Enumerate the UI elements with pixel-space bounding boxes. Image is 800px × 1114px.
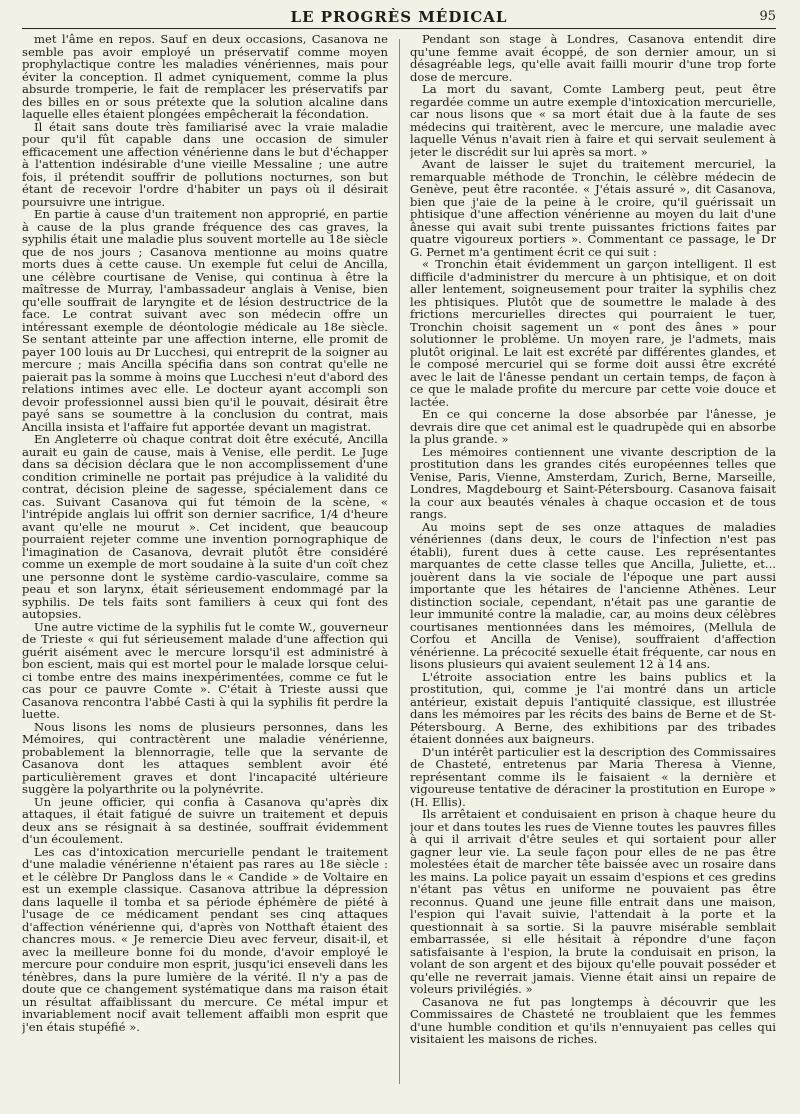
text-columns	[22, 33, 776, 1103]
column-divider	[399, 39, 400, 1084]
paragraph: « Tronchin était évidemment un garçon intelligent. Il est difficile d'administrer du mercure à un phtisique, et on doit aller lentement, soigneusement pour traiter la syphilis chez les phtisiques. Plutôt que de soumettre le malade à des frictions mercurielles directes qui pourraient le tuer, Tronchin choisit sagement un « pont des ânes » pour solutionner le problème. Un moyen rare, je l'admets, mais plutôt original. Le lait est excrété par différentes glandes, et le composé mercuriel qui se forme doit aussi être excrété avec le lait de l'ânesse pendant un certain temps, de façon à ce que le malade profite du mercure par cette voie douce et lactée.	[410, 257, 776, 409]
paragraph: Avant de laisser le sujet du traitement mercuriel, la remarquable méthode de Tronchin, le célèbre médecin de Genève, peut être racontée. « J'étais assuré », dit Casanova, bien que j'aie de la peine à le croire, qu'il guérissait un phtisique d'une affection vénérienne au moyen du lait d'une ânesse qui avait subi trente puissantes frictions faites par quatre vigoureux portiers ». Commentant ce passage, le Dr G. Pernet m'a gentiment écrit ce qui suit :	[410, 157, 776, 259]
paragraph: Nous lisons les noms de plusieurs personnes, dans les Mémoires, qui contractèrent une maladie vénérienne, probablement la blennorragie, telle que la servante de Casanova dont les attaques semblent avoir été particulièrement graves et dont l'incapacité ultérieure suggère la polyarthrite ou la polynévrite.	[22, 719, 388, 796]
paragraph: Au moins sept de ses onze attaques de maladies vénériennes (dans deux, le cours de l'infection n'est pas établi), furent dues à cette cause. Les représentantes marquantes de cette classe telles que Ancilla, Juliette, et... jouèrent dans la vie sociale de l'époque une part aussi importante que les hétaires de l'ancienne Athènes. Leur distinction sociale, cependant, n'était pas une garantie de leur immunité contre la maladie, car, au moins deux célèbres courtisanes mentionnées dans les mémoires, (Mellula de Corfou et Ancilla de Venise), souffraient d'affection vénérienne. La précocité sexuelle était fréquente, car nous en lisons plusieurs qui avaient seulement 12 à 14 ans.	[410, 519, 776, 671]
journal-title: LE PROGRÈS MÉDICAL	[290, 8, 508, 26]
paragraph: Un jeune officier, qui confia à Casanova qu'après dix attaques, il était fatigué de suivre un traitement et depuis deux ans se résignait à sa destinée, souffrait évidemment d'un écoulement.	[22, 794, 388, 846]
paragraph: Une autre victime de la syphilis fut le comte W., gouverneur de Trieste « qui fut sérieusement malade d'une affection qui guérit aisément avec le mercure lorsqu'il est administré à bon escient, mais qui est mortel pour le malade lorsque celui-ci tombe entre des mains inexpérimentées, comme ce fut le cas pour ce pauvre Comte ». C'était à Trieste aussi que Casanova rencontra l'abbé Casti à qui la syphilis fit perdre la luette.	[22, 619, 388, 721]
paragraph: Il était sans doute très familiarisé avec la vraie maladie pour qu'il fût capable dans une occasion de simuler efficacement une affection vénérienne dans le but d'échapper à l'attention indésirable d'une vieille Messaline ; une autre fois, il prétendit souffrir de pollutions nocturnes, son but étant de recevoir l'ordre d'habiter un pays où il désirait poursuivre une intrigue.	[22, 119, 388, 209]
paragraph: Ils arrêtaient et conduisaient en prison à chaque heure du jour et dans toutes les rues de Vienne toutes les pauvres filles à qui il arrivait d'être seules et qui sortaient pour aller gagner leur vie. La seule façon pour elles de ne pas être molestées était de marcher tête baissée avec un rosaire dans les mains. La police payait un essaim d'espions et ces gredins n'étant pas vêtus en uniforme ne pouvaient pas être reconnus. Quand une jeune fille entrait dans une maison, l'espion qui l'avait suivie, l'attendait à la porte et la questionnait à sa sortie. Si la pauvre misérable semblait embarrassée, si elle hésitait à répondre d'une façon satisfaisante à l'espion, la brute la conduisait en prison, la volant de son argent et des bijoux qu'elle pouvait posséder et qu'elle ne reverrait jamais. Vienne était ainsi un repaire de voleurs privilégiés. »	[410, 807, 776, 996]
page-number: 95	[759, 9, 776, 24]
page-header	[22, 6, 776, 29]
paragraph: Pendant son stage à Londres, Casanova entendit dire qu'une femme avait écoppé, de son dernier amour, un si désagréable legs, qu'elle avait failli mourir d'une trop forte dose de mercure.	[410, 33, 776, 84]
paragraph: En partie à cause d'un traitement non approprié, en partie à cause de la plus grande fréquence des cas graves, la syphilis était une maladie plus souvent mortelle au 18e siècle que de nos jours ; Casanova mentionne au moins quatre morts dues à cette cause. Un exemple fut celui de Ancilla, une célèbre courtisane de Venise, qui continua à être la maîtresse de Murray, l'ambassadeur anglais à Venise, bien qu'elle souffrait de laryngite et de lésion destructrice de la face. Le contrat suivant avec son médecin offre un intéressant exemple de déontologie médicale au 18e siècle. Se sentant atteinte par une affection interne, elle promit de payer 100 louis au Dr Lucchesi, qui entreprit de la soigner au mercure ; mais Ancilla spécifia dans son contrat qu'elle ne paierait pas la somme à moins que Lucchesi n'eut d'abord des relations intimes avec elle. Le docteur ayant accompli son devoir professionnel aussi bien qu'il le pouvait, désirait être payé sans se soumettre à la conclusion du contrat, mais Ancilla insista et l'affaire fut apportée devant un magistrat.	[22, 207, 388, 434]
paragraph: En Angleterre où chaque contrat doit être exécuté, Ancilla aurait eu gain de cause, mais à Venise, elle perdit. Le Juge dans sa décision déclara que le non accomplissement d'une condition criminelle ne portait pas préjudice à la validité du contrat, décision pleine de sagesse, spécialement dans ce cas. Suivant Casanova qui fut témoin de la scène, « l'intrépide anglais lui offrit son dernier sacrifice, 1/4 d'heure avant qu'elle ne mourut ». Cet incident, que beaucoup pourraient rejeter comme une invention pornographique de l'imagination de Casanova, devrait plutôt être considéré comme un exemple de mort soudaine à la suite d'un coït chez une personne dont le système cardio-vasculaire, comme sa peau et son larynx, était sérieusement endommagé par la syphilis. De tels faits sont familiers à ceux qui font des autopsies.	[22, 432, 388, 621]
paragraph: L'étroite association entre les bains publics et la prostitution, qui, comme je l'ai montré dans un article antérieur, existait depuis l'antiquité classique, est illustrée dans les mémoires par les récits des bains de Berne et de St-Pétersbourg. A Berne, des exhibitions par des tribades étaient données aux baigneurs.	[410, 669, 776, 746]
paragraph: met l'âme en repos. Sauf en deux occasions, Casanova ne semble pas avoir employé un préservatif comme moyen prophylactique contre les maladies vénériennes, mais pour éviter la conception. Il admet cyniquement, comme la plus absurde tromperie, le fait de remplacer les préservatifs par des billes en or sous prétexte que la solution alcaline dans laquelle elles étaient plongées empêcherait la fécondation.	[22, 33, 388, 121]
paragraph: En ce qui concerne la dose absorbée par l'ânesse, je devrais dire que cet animal est le quadrupède qui en absorbe la plus grande. »	[410, 407, 776, 446]
right-column	[410, 33, 776, 1103]
paragraph: Casanova ne fut pas longtemps à découvrir que les Commissaires de Chasteté ne troublaient que les femmes d'une humble condition et qu'ils n'ennuyaient pas celles qui visitaient les maisons de riches.	[410, 994, 776, 1046]
paragraph: Les mémoires contiennent une vivante description de la prostitution dans les grandes cités européennes telles que Venise, Paris, Vienne, Amsterdam, Zurich, Berne, Marseille, Londres, Magdebourg et Saint-Pétersbourg. Casanova faisait la cour aux beautés vénales à chaque occasion et de tous rangs.	[410, 444, 776, 521]
paragraph: D'un intérêt particulier est la description des Commissaires de Chasteté, entretenus par Maria Theresa à Vienne, représentant comme ils le faisaient « la dernière et vigoureuse tentative de déraciner la prostitution en Europe » (H. Ellis).	[410, 744, 776, 809]
left-column	[22, 33, 388, 1103]
paragraph: La mort du savant, Comte Lamberg peut, peut être regardée comme un autre exemple d'intoxication mercurielle, car nous lisons que « sa mort était due à la faute de ses médecins qui traitèrent, avec le mercure, une maladie avec laquelle Vénus n'avait rien à faire et qui servait seulement à jeter le discrédit sur lui après sa mort. »	[410, 82, 776, 159]
paragraph: Les cas d'intoxication mercurielle pendant le traitement d'une maladie vénérienne n'étaient pas rares au 18e siècle : et le célèbre Dr Pangloss dans le « Candide » de Voltaire en est un exemple classique. Casanova attribue la dépression dans laquelle il tomba et sa période éphémère de piété à l'usage de ce médicament pendant ses cinq attaques d'affection vénérienne qui, d'après von Notthaft étaient des chancres mous. « Je remercie Dieu avec ferveur, disait-il, et avec la meilleure bonne foi du monde, d'avoir employé le mercure pour conduire mon esprit, jusqu'ici enseveli dans les ténèbres, dans la pure lumière de la vérité. Il n'y a pas de doute que ce changement systématique dans ma raison était un résultat affaiblissant du mercure. Ce métal impur et invariablement nocif avait tellement affaibli mon esprit que j'en étais stupéfié ».	[22, 844, 388, 1034]
